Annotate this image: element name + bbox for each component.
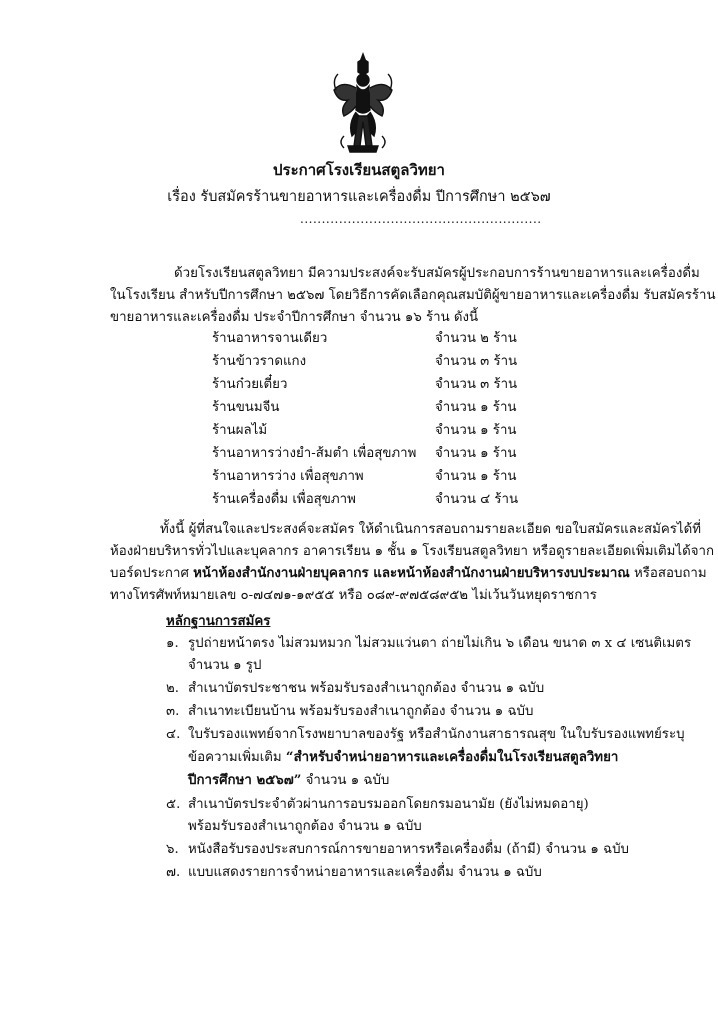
list-item-number: ๑. xyxy=(166,636,179,651)
shop-count: จำนวน ๓ ร้าน xyxy=(435,354,518,369)
list-item: สำเนาบัตรประจำตัวผ่านการอบรมออกโดยกรมอนามัย (ยังไม่หมดอายุ) xyxy=(188,797,589,812)
application-line-1: ทั้งนี้ ผู้ที่สนใจและประสงค์จะสมัคร ให้ดำเนินการสอบถามรายละเอียด ขอใบสมัครและสมัครได้ที่ xyxy=(160,522,702,537)
shop-name: ร้านผลไม้ xyxy=(212,423,268,438)
list-item-number: ๗. xyxy=(166,865,181,880)
shop-name: ร้านอาหารจานเดียว xyxy=(212,331,328,346)
announcement-title: ประกาศโรงเรียนสตูลวิทยา xyxy=(273,161,445,179)
application-line-2: ห้องฝ่ายบริหารทั่วไปและบุคลากร อาคารเรียน ๑ ชั้น ๑ โรงเรียนสตูลวิทยา หรือดูรายละเอียดเพิ่มเติมได้จาก xyxy=(110,544,715,559)
shop-name: ร้านก๋วยเตี๋ยว xyxy=(212,377,288,392)
shop-count: จำนวน ๓ ร้าน xyxy=(435,377,518,392)
shop-name: ร้านอาหารว่างยำ-ส้มตำ เพื่อสุขภาพ xyxy=(212,446,417,461)
list-item-continued: ปีการศึกษา ๒๕๖๗” จำนวน ๑ ฉบับ xyxy=(188,773,390,788)
shop-count: จำนวน ๒ ร้าน xyxy=(435,331,517,346)
list-item-number: ๖. xyxy=(166,842,179,857)
shop-name: ร้านขนมจีน xyxy=(212,400,280,415)
shop-count: จำนวน ๔ ร้าน xyxy=(435,492,519,507)
application-line-4: ทางโทรศัพท์หมายเลข ๐-๗๔๗๑-๑๙๕๕ หรือ ๐๘๙-๙๗๕๘๙๕๒ ไม่เว้นวันหยุดราชการ xyxy=(110,588,597,603)
shop-count: จำนวน ๑ ร้าน xyxy=(435,469,517,484)
intro-line-3: ขายอาหารและเครื่องดื่ม ประจำปีการศึกษา จำนวน ๑๖ ร้าน ดังนี้ xyxy=(110,310,479,325)
shop-count: จำนวน ๑ ร้าน xyxy=(435,446,517,461)
office-location-bold: หน้าห้องสำนักงานฝ่ายบุคลากร และหน้าห้องสำนักงานฝ่ายบริหารงบประมาณ xyxy=(193,566,630,581)
shop-name: ร้านอาหารว่าง เพื่อสุขภาพ xyxy=(212,469,364,484)
list-item-number: ๕. xyxy=(166,797,181,812)
shop-count: จำนวน ๑ ร้าน xyxy=(435,400,517,415)
shop-name: ร้านข้าวราดแกง xyxy=(212,354,307,369)
list-item-number: ๔. xyxy=(166,727,181,742)
evidence-heading: หลักฐานการสมัคร xyxy=(166,614,271,629)
list-item: ใบรับรองแพทย์จากโรงพยาบาลของรัฐ หรือสำนักงานสาธารณสุข ในใบรับรองแพทย์ระบุ xyxy=(188,727,685,742)
list-item: สำเนาบัตรประชาชน พร้อมรับรองสำเนาถูกต้อง จำนวน ๑ ฉบับ xyxy=(188,681,545,696)
list-item: สำเนาทะเบียนบ้าน พร้อมรับรองสำเนาถูกต้อง จำนวน ๑ ฉบับ xyxy=(188,704,534,719)
list-item-continued: ข้อความเพิ่มเติม “สำหรับจำหน่ายอาหารและเครื่องดื่มในโรงเรียนสตูลวิทยา xyxy=(188,750,619,765)
garuda-emblem-icon xyxy=(330,50,396,158)
list-item-number: ๒. xyxy=(166,681,179,696)
application-line-3: บอร์ดประกาศ หน้าห้องสำนักงานฝ่ายบุคลากร และหน้าห้องสำนักงานฝ่ายบริหารงบประมาณ หรือสอบถาม xyxy=(110,566,707,581)
list-item-continued: พร้อมรับรองสำเนาถูกต้อง จำนวน ๑ ฉบับ xyxy=(188,819,422,834)
intro-line-1: ด้วยโรงเรียนสตูลวิทยา มีความประสงค์จะรับสมัครผู้ประกอบการร้านขายอาหารและเครื่องดื่ม xyxy=(174,266,700,281)
list-item: แบบแสดงรายการจำหน่ายอาหารและเครื่องดื่ม จำนวน ๑ ฉบับ xyxy=(188,865,542,880)
list-item: รูปถ่ายหน้าตรง ไม่สวมหมวก ไม่สวมแว่นตา ถ่ายไม่เกิน ๖ เดือน ขนาด ๓ x ๔ เซนติเมตร xyxy=(188,636,692,651)
intro-line-2: ในโรงเรียน สำหรับปีการศึกษา ๒๕๖๗ โดยวิธีการคัดเลือกคุณสมบัติผู้ขายอาหารและเครื่องดื่ม รับสมัครร้าน xyxy=(110,288,716,303)
shop-name: ร้านเครื่องดื่ม เพื่อสุขภาพ xyxy=(212,492,356,507)
shop-count: จำนวน ๑ ร้าน xyxy=(435,423,517,438)
list-item-continued: จำนวน ๑ รูป xyxy=(188,658,262,673)
list-item: หนังสือรับรองประสบการณ์การขายอาหารหรือเครื่องดื่ม (ถ้ามี) จำนวน ๑ ฉบับ xyxy=(188,842,629,857)
title-divider: ........................................................ xyxy=(300,212,542,226)
list-item-number: ๓. xyxy=(166,704,180,719)
announcement-subject: เรื่อง รับสมัครร้านขายอาหารและเครื่องดื่ม ปีการศึกษา ๒๕๖๗ xyxy=(167,189,551,205)
